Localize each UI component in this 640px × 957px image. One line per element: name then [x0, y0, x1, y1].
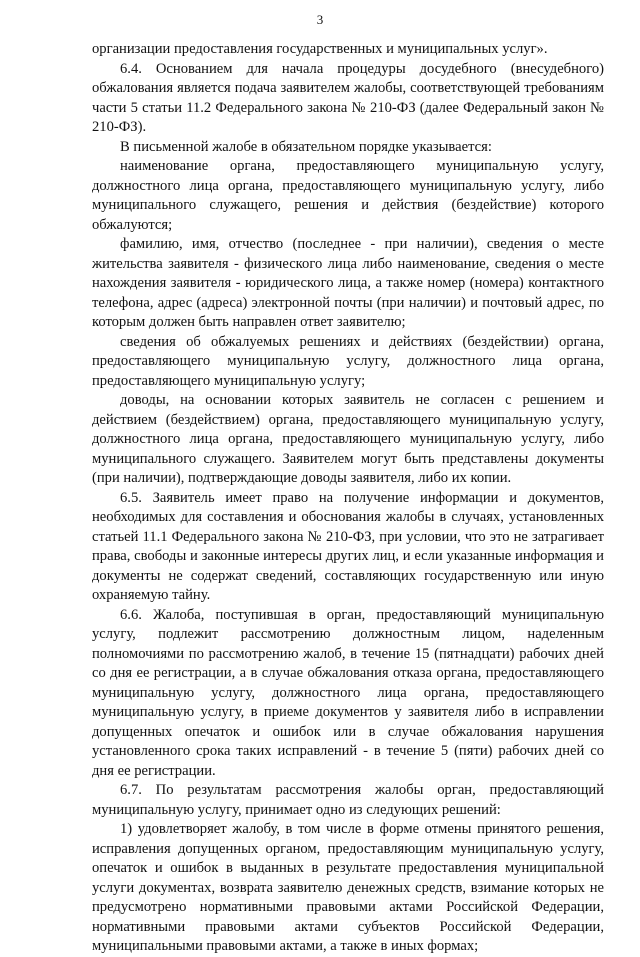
paragraph-decision-1: 1) удовлетворяет жалобу, в том числе в форме отмены принятого решения, исправления допущенных органом, предоставляющим муниципальную услугу, опечаток и ошибок в выданных в результате предоставления муниципальной услуги документах, возврата заявителю денежных средств, взимание которых не предусмотрено нормативными правовыми актами Российской Федерации, нормативными правовыми актами субъектов Российской Федерации, муниципальными правовыми актами, а также в иных формах; — [92, 821, 604, 954]
paragraph-organ-name: наименование органа, предоставляющего муниципальную услугу, должностного лица органа, предоставляющего муниципальную услугу, либо муниципального служащего, решения и действия (бездействие) которого обжалуются; — [92, 158, 604, 233]
paragraph-continuation: организации предоставления государственных и муниципальных услуг». — [92, 41, 548, 57]
paragraph-arguments: доводы, на основании которых заявитель не согласен с решением и действием (бездействием) органа, предоставляющего муниципальную услугу, должностного лица органа, предоставляющего муниципальную услугу, либо муниципального служащего. Заявителем могут быть представлены документы (при наличии), подтверждающие доводы заявителя, либо их копии. — [92, 392, 604, 486]
paragraph-6-5: 6.5. Заявитель имеет право на получение информации и документов, необходимых для составления и обоснования жалобы в случаях, установленных статьей 11.1 Федерального закона № 210-ФЗ, при условии, что это не затрагивает права, свободы и законные интересы других лиц, и если указанные информация и документы не содержат сведений, составляющих государственную или иную охраняемую тайну. — [92, 489, 604, 603]
document-body — [92, 40, 604, 957]
paragraph-appealed-decisions: сведения об обжалуемых решениях и действиях (бездействии) органа, предоставляющего муниципальную услугу, должностного лица органа, предоставляющего муниципальную услугу; — [92, 333, 604, 389]
paragraph-6-4: 6.4. Основанием для начала процедуры досудебного (внесудебного) обжалования является подача заявителем жалобы, соответствующей требованиям части 5 статьи 11.2 Федерального закона № 210-ФЗ (далее Федеральный закон № 210-ФЗ). — [92, 60, 604, 135]
paragraph-applicant-details: фамилию, имя, отчество (последнее - при наличии), сведения о месте жительства заявителя - физического лица либо наименование, сведения о месте нахождения заявителя - юридического лица, а также номер (номера) контактного телефона, адрес (адреса) электронной почты (при наличии) и почтовый адрес, по которым должен быть направлен ответ заявителю; — [92, 236, 604, 330]
paragraph-complaint-requirements: В письменной жалобе в обязательном порядке указывается: — [120, 138, 492, 155]
paragraph-6-7: 6.7. По результатам рассмотрения жалобы орган, предоставляющий муниципальную услугу, принимает одно из следующих решений: — [92, 782, 604, 818]
paragraph-6-6: 6.6. Жалоба, поступившая в орган, предоставляющий муниципальную услугу, подлежит рассмотрению должностным лицом, наделенным полномочиями по рассмотрению жалоб, в течение 15 (пятнадцати) рабочих дней со дня ее регистрации, а в случае обжалования отказа органа, предоставляющего муниципальную услугу, должностного лица органа, предоставляющего муниципальную услугу, в приеме документов у заявителя либо в исправлении допущенных опечаток и ошибок или в случае обжалования нарушения установленного срока таких исправлений - в течение 5 (пяти) рабочих дней со дня ее регистрации. — [92, 606, 604, 779]
page-number: 3 — [316, 12, 324, 27]
